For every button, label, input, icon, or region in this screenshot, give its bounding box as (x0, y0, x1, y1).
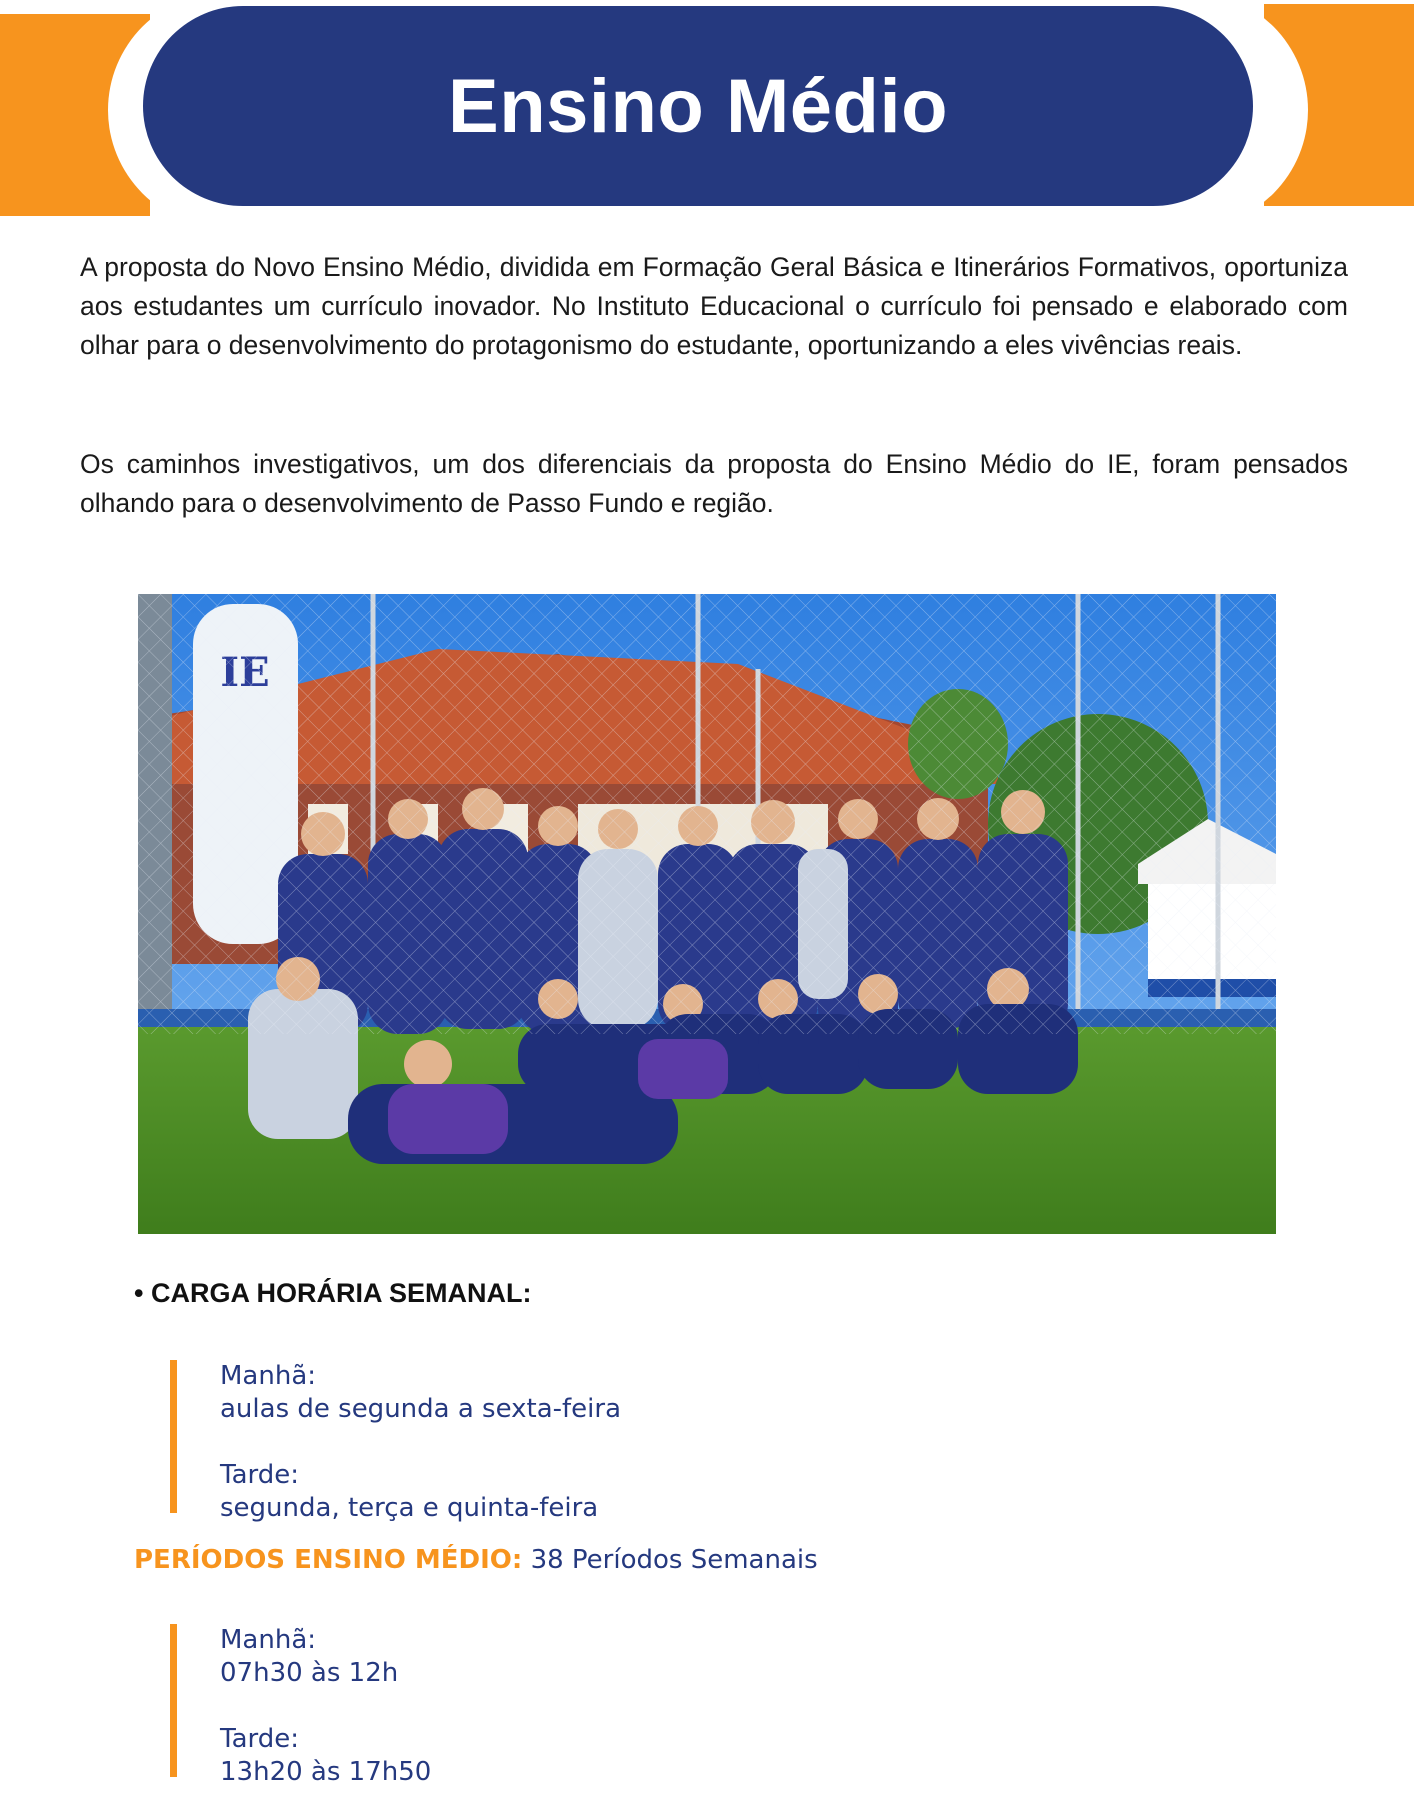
photo-fence (138, 594, 1276, 1034)
students-group-photo (138, 594, 1276, 1234)
periodos-label: PERÍODOS ENSINO MÉDIO: (134, 1545, 523, 1575)
header-banner (143, 6, 1253, 206)
periodos-morning-label: Manhã: (220, 1625, 317, 1655)
periodos-line (134, 1545, 818, 1575)
periodos-afternoon-label: Tarde: (220, 1724, 300, 1754)
carga-morning-label: Manhã: (220, 1361, 317, 1391)
carga-horaria-schedule (170, 1360, 622, 1523)
periodos-afternoon-value: 13h20 às 17h50 (220, 1757, 432, 1787)
carga-afternoon-value: segunda, terça e quinta-feira (220, 1493, 599, 1523)
periodos-value: 38 Períodos Semanais (530, 1545, 818, 1575)
intro-paragraph-2: Os caminhos investigativos, um dos diferenciais da proposta do Ensino Médio do IE, foram pensados olhando para o desenvolvimento de Passo Fundo e região. (80, 449, 1348, 518)
page-title: Ensino Médio (448, 63, 948, 149)
periodos-schedule (170, 1624, 432, 1787)
carga-horaria-heading: • CARGA HORÁRIA SEMANAL: (134, 1278, 532, 1308)
intro-paragraph-1: A proposta do Novo Ensino Médio, dividida em Formação Geral Básica e Itinerários Formativos, oportuniza aos estudantes um currículo inovador. No Instituto Educacional o currículo foi pensado e elaborado com olhar para o desenvolvimento do protagonismo do estudante, oportunizando a eles vivências reais. (80, 252, 1348, 360)
periodos-morning-value: 07h30 às 12h (220, 1658, 399, 1688)
carga-morning-value: aulas de segunda a sexta-feira (220, 1394, 622, 1424)
carga-afternoon-label: Tarde: (220, 1460, 300, 1490)
